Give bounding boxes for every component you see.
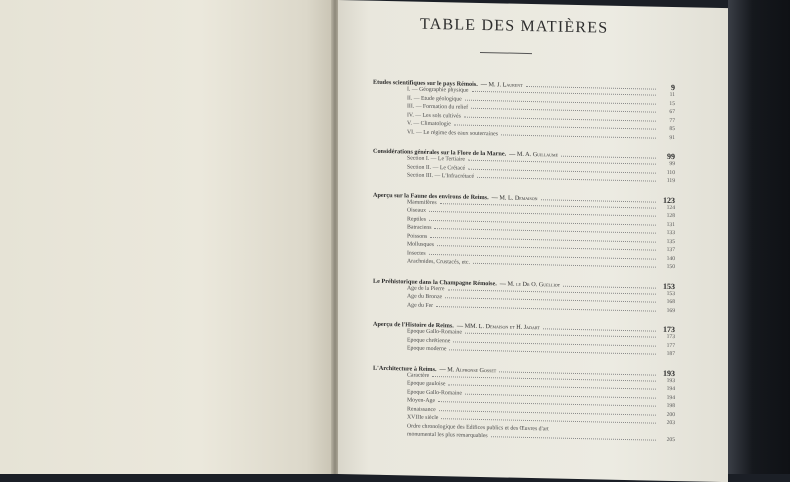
dot-leader [491, 436, 656, 440]
section-title: L'Architecture à Reims. [373, 364, 437, 372]
background-edge [728, 0, 790, 474]
entry-page-number: 205 [659, 437, 675, 443]
entry-page-number: 119 [659, 178, 675, 184]
dot-leader [465, 99, 656, 104]
table-of-contents [373, 77, 675, 455]
entry-page-number: 153 [659, 290, 675, 296]
dot-leader [438, 401, 656, 407]
entry-label: Moyen-Age [407, 397, 435, 404]
section-page-number: 123 [659, 195, 675, 204]
dot-leader [434, 228, 656, 234]
dot-leader [439, 410, 656, 416]
section-page-number: 173 [659, 325, 675, 334]
dot-leader [468, 168, 656, 173]
dot-leader [501, 134, 656, 138]
entry-page-number: 194 [659, 386, 675, 392]
entry-label: II. — Etude géologique [407, 95, 462, 102]
dot-leader [430, 236, 656, 242]
entry-label: Oiseaux [407, 207, 426, 213]
page-title: TABLE DES MATIÈRES [420, 16, 608, 38]
entry-label: Epoque Gallo-Romaine [407, 389, 462, 396]
section-title: Aperçu de l'Histoire de Reims. [373, 321, 454, 330]
entry-label: Section I. — Le Tertiaire [407, 155, 465, 162]
dot-leader [448, 384, 656, 389]
toc-section [373, 146, 675, 187]
section-author: — MM. L. Demaison et H. Jadart [457, 322, 540, 331]
dot-leader [440, 203, 656, 209]
entry-page-number: 11 [659, 92, 675, 98]
entry-page-number: 135 [659, 238, 675, 244]
entry-page-number: 173 [659, 334, 675, 340]
dot-leader [449, 349, 656, 354]
entry-label: Epoque gauloise [407, 380, 445, 387]
dot-leader [429, 211, 656, 217]
entry-label: Epoque moderne [407, 345, 446, 352]
entry-label: Arachnides, Crustacés, etc. [407, 258, 470, 265]
entry-label: III. — Formation du relief [407, 103, 468, 110]
entry-label: Section II. — Le Crétacé [407, 164, 465, 171]
entry-page-number: 177 [659, 342, 675, 348]
entry-page-number: 67 [659, 109, 675, 115]
entry-page-number: 169 [659, 307, 675, 313]
section-author: — M. J. Laurent [481, 81, 523, 89]
section-page-number: 153 [659, 281, 675, 290]
entry-page-number: 168 [659, 299, 675, 305]
section-author: — M. Alphonse Gosset [440, 366, 497, 374]
section-page-number: 9 [659, 83, 675, 92]
entry-page-number: 187 [659, 351, 675, 357]
entry-label: Mollusques [407, 241, 434, 248]
entry-label: Poissons [407, 233, 427, 239]
entry-page-number: 200 [659, 411, 675, 417]
dot-leader [464, 116, 656, 121]
entry-page-number: 137 [659, 247, 675, 253]
entry-label: Insectes [407, 250, 426, 256]
entry-label: IV. — Les sols cultivés [407, 112, 461, 119]
entry-label: Epoque chrétienne [407, 337, 450, 344]
entry-label: Caractère [407, 372, 429, 378]
entry-label: Age du Fer [407, 302, 433, 309]
dot-leader [468, 160, 656, 165]
entry-page-number: 124 [659, 204, 675, 210]
dot-leader [429, 219, 656, 225]
dot-leader [437, 245, 656, 251]
section-author: — M. A. Guillaume [509, 151, 558, 159]
dot-leader [453, 341, 656, 346]
entry-page-number: 91 [659, 134, 675, 140]
section-page-number: 99 [659, 152, 675, 161]
dot-leader [432, 375, 656, 381]
entry-page-number: 198 [659, 403, 675, 409]
dot-leader [441, 418, 656, 423]
entry-label: monumental les plus remarquables [407, 431, 488, 439]
entry-label: Ordre chronologique des Edifices publics et des Œuvres d'art [407, 423, 549, 432]
entry-page-number: 110 [659, 169, 675, 175]
entry-label: Mammifères [407, 199, 437, 206]
dot-leader [445, 297, 656, 302]
right-page [338, 0, 728, 482]
entry-label: Renaissance [407, 406, 436, 413]
entry-page-number: 131 [659, 221, 675, 227]
entry-label: Age de la Pierre [407, 285, 445, 292]
toc-section [373, 77, 675, 143]
entry-label: Section III. — L'Infracrétacé [407, 172, 474, 179]
dot-leader [448, 289, 656, 294]
entry-page-number: 99 [659, 161, 675, 167]
dot-leader [471, 108, 656, 113]
entry-page-number: 15 [659, 100, 675, 106]
entry-label: V. — Climatologie [407, 120, 451, 127]
section-author: — M. le Dr O. Guelliot [500, 280, 560, 288]
entry-label: VI. — Le régime des eaux souterraines [407, 129, 498, 137]
entry-label: I. — Géographie physique [407, 86, 469, 93]
title-divider [480, 52, 532, 54]
dot-leader [436, 306, 656, 312]
section-title: Etudes scientifiques sur le pays Rémois. [373, 79, 478, 88]
entry-label: Epoque Gallo-Romaine [407, 328, 462, 335]
entry-page-number: 194 [659, 394, 675, 400]
dot-leader [465, 393, 656, 398]
entry-page-number: 77 [659, 117, 675, 123]
dot-leader [429, 253, 656, 259]
dot-leader [477, 177, 656, 182]
section-page-number: 193 [659, 368, 675, 377]
entry-page-number: 193 [659, 377, 675, 383]
entry-page-number: 85 [659, 126, 675, 132]
section-title: Le Préhistorique dans la Champagne Rémoise. [373, 277, 497, 287]
section-title: Aperçu sur la Faune des environs de Reims. [373, 191, 489, 200]
entry-page-number: 140 [659, 255, 675, 261]
left-page [0, 0, 333, 474]
entry-page-number: 203 [659, 420, 675, 426]
entry-label: XVIIIe siècle [407, 414, 438, 421]
dot-leader [465, 333, 656, 338]
entry-label: Batraciens [407, 224, 431, 231]
dot-leader [454, 124, 656, 129]
section-title: Considérations générales sur la Flore de la Marne. [373, 148, 506, 158]
toc-section [373, 319, 675, 360]
section-author: — M. L. Demaison [492, 194, 538, 202]
entry-page-number: 150 [659, 264, 675, 270]
toc-section [373, 362, 675, 445]
dot-leader [473, 263, 656, 268]
toc-section [373, 275, 675, 316]
entry-page-number: 128 [659, 213, 675, 219]
entry-page-number: 133 [659, 230, 675, 236]
toc-section [373, 189, 675, 272]
entry-label: Age du Bronze [407, 293, 442, 300]
dot-leader [472, 91, 657, 96]
entry-label: Reptiles [407, 216, 426, 222]
